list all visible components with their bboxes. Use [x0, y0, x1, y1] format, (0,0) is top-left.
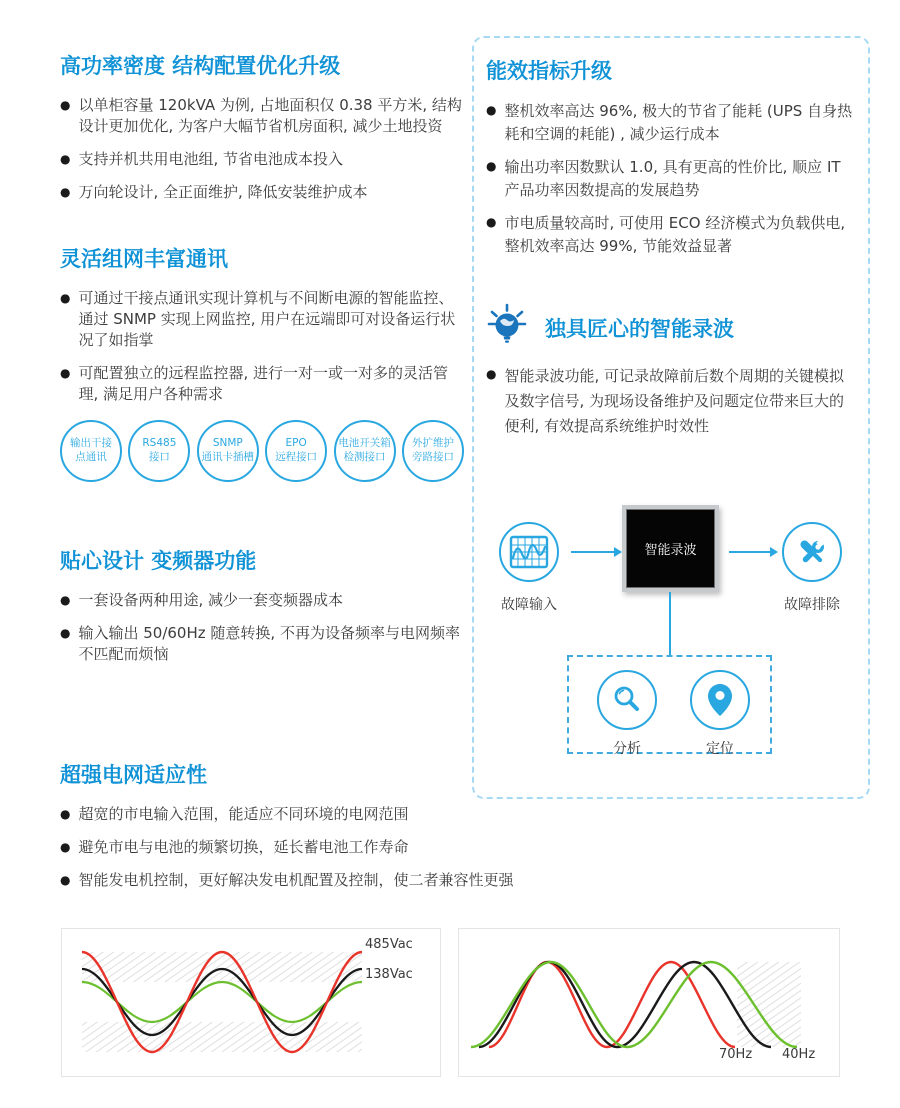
smart-recorder-box: [622, 505, 719, 592]
analyze-label: 分析: [613, 741, 641, 757]
bullet-dot: ●: [60, 873, 71, 887]
bullet-dot: ●: [60, 593, 71, 607]
bullet-dot: ●: [60, 185, 71, 199]
badge-text: 远程接口: [275, 451, 318, 463]
bullet-dot: ●: [486, 367, 497, 381]
lightbulb-icon: [485, 303, 531, 353]
bullet-text: 超宽的市电输入范围，能适应不同环境的电网范围: [78, 805, 409, 823]
bullet-item: [486, 364, 846, 439]
bullet-dot: ●: [60, 366, 71, 380]
arrow-right-icon: [571, 551, 615, 553]
frequency-range-chart: [458, 928, 840, 1077]
section-power-density: [60, 53, 464, 215]
tools-icon: [795, 535, 829, 569]
bullet-item: [486, 212, 858, 258]
fault-fix-label: 故障排除: [784, 597, 840, 613]
bullet-item: [60, 182, 464, 203]
bullet-item: [60, 95, 464, 137]
badge-text: SNMP: [212, 437, 243, 450]
arrow-right-icon: [729, 551, 771, 553]
bullet-dot: ●: [60, 291, 71, 305]
section-efficiency-title: 能效指标升级: [486, 59, 612, 83]
bullet-text: 输出功率因数默认 1.0, 具有更高的性价比, 顺应 IT 产品功率因数提高的发展趋势: [504, 158, 841, 199]
bullet-item: [60, 837, 620, 858]
bullet-item: [60, 288, 464, 351]
bullet-item: [60, 623, 464, 665]
bullet-text: 可通过干接点通讯实现计算机与不间断电源的智能监控、通过 SNMP 实现上网监控, 用户在远端即可对设备运行状况了如指掌: [78, 289, 456, 349]
location-pin-icon: [707, 683, 733, 717]
min-frequency-label: 40Hz: [782, 1047, 816, 1062]
section-inverter-title: 贴心设计 变频器功能: [60, 549, 257, 573]
bullet-text: 一套设备两种用途, 减少一套变频器成本: [78, 591, 344, 609]
bullet-item: [60, 363, 464, 405]
max-voltage-label: 485Vac: [365, 937, 413, 952]
bullet-text: 万向轮设计, 全正面维护, 降低安装维护成本: [78, 183, 368, 201]
bullet-dot: ●: [486, 103, 497, 117]
badge-text: 点通讯: [75, 451, 107, 463]
magnifier-icon: [612, 685, 642, 715]
badge-maintenance-bypass: [402, 420, 464, 482]
connector-line: [669, 592, 671, 655]
badge-text: 接口: [148, 451, 170, 463]
bullet-text: 避免市电与电池的频繁切换，延长蓄电池工作寿命: [78, 838, 409, 856]
badge-text: RS485: [142, 437, 177, 450]
section-smartwave-title: 独具匠心的智能录波: [545, 317, 734, 341]
bullet-text: 输入输出 50/60Hz 随意转换, 不再为设备频率与电网频率不匹配而烦恼: [78, 624, 460, 663]
badge-text: 电池开关箱: [338, 437, 391, 450]
badge-rs485: [128, 420, 190, 482]
bullet-dot: ●: [60, 152, 71, 166]
badge-text: 检测接口: [343, 451, 386, 463]
badge-epo: [265, 420, 327, 482]
badge-text: 旁路接口: [411, 451, 454, 463]
fault-fix-circle: [782, 522, 842, 582]
waveform-monitor-icon: [509, 535, 549, 569]
bullet-item: [60, 149, 464, 170]
bullet-text: 市电质量较高时, 可使用 ECO 经济模式为负载供电, 整机效率高达 99%, 节能效益显著: [504, 214, 846, 255]
bullet-item: [60, 804, 620, 825]
bullet-text: 以单柜容量 120kVA 为例, 占地面积仅 0.38 平方米, 结构设计更加优化, 为客户大幅节省机房面积, 减少土地投资: [78, 96, 462, 135]
bullet-dot: ●: [60, 840, 71, 854]
smart-recorder-label: 智能录波: [644, 543, 697, 558]
max-frequency-label: 70Hz: [719, 1047, 753, 1062]
section-smartwave-header: [485, 303, 734, 353]
badge-text: 输出干接: [70, 437, 112, 450]
locate-label: 定位: [706, 741, 734, 757]
bullet-dot: ●: [60, 626, 71, 640]
voltage-range-chart: [61, 928, 441, 1077]
section-smartwave-body: [486, 364, 846, 449]
section-efficiency: [486, 58, 858, 268]
fault-input-label: 故障输入: [501, 597, 557, 613]
bullet-text: 整机效率高达 96%, 极大的节省了能耗 (UPS 自身热耗和空调的耗能) , 减少运行成本: [504, 102, 853, 143]
bullet-item: [486, 100, 858, 146]
interface-badges-row: [60, 420, 464, 482]
bullet-text: 智能录波功能, 可记录故障前后数个周期的关键模拟及数字信号, 为现场设备维护及问题定位带来巨大的便利, 有效提高系统维护时效性: [504, 367, 845, 435]
section-networking: [60, 246, 464, 482]
fault-input-circle: [499, 522, 559, 582]
bullet-dot: ●: [60, 807, 71, 821]
bullet-dot: ●: [486, 159, 497, 173]
badge-text: 外扩维护: [411, 437, 454, 450]
badge-snmp: [197, 420, 259, 482]
bullet-text: 智能发电机控制，更好解决发电机配置及控制，使二者兼容性更强: [78, 871, 514, 889]
badge-dry-contact: [60, 420, 122, 482]
bullet-text: 支持并机共用电池组, 节省电池成本投入: [78, 150, 344, 168]
section-networking-title: 灵活组网丰富通讯: [60, 247, 228, 271]
badge-text: EPO: [285, 437, 307, 450]
min-voltage-label: 138Vac: [365, 967, 413, 982]
section-inverter: [60, 548, 464, 677]
badge-battery-box: [334, 420, 396, 482]
bullet-text: 可配置独立的远程监控器, 进行一对一或一对多的灵活管理, 满足用户各种需求: [78, 364, 449, 403]
bullet-dot: ●: [486, 215, 497, 229]
badge-text: 通讯卡插槽: [201, 451, 255, 463]
bullet-item: [60, 590, 464, 611]
section-grid-title: 超强电网适应性: [60, 763, 207, 787]
bullet-dot: ●: [60, 98, 71, 112]
bullet-item: [486, 156, 858, 202]
section-power-title: 高功率密度 结构配置优化升级: [60, 54, 341, 78]
bullet-item: [60, 870, 620, 891]
right-feature-panel: [472, 36, 870, 799]
locate-circle: [690, 670, 750, 730]
analyze-circle: [597, 670, 657, 730]
